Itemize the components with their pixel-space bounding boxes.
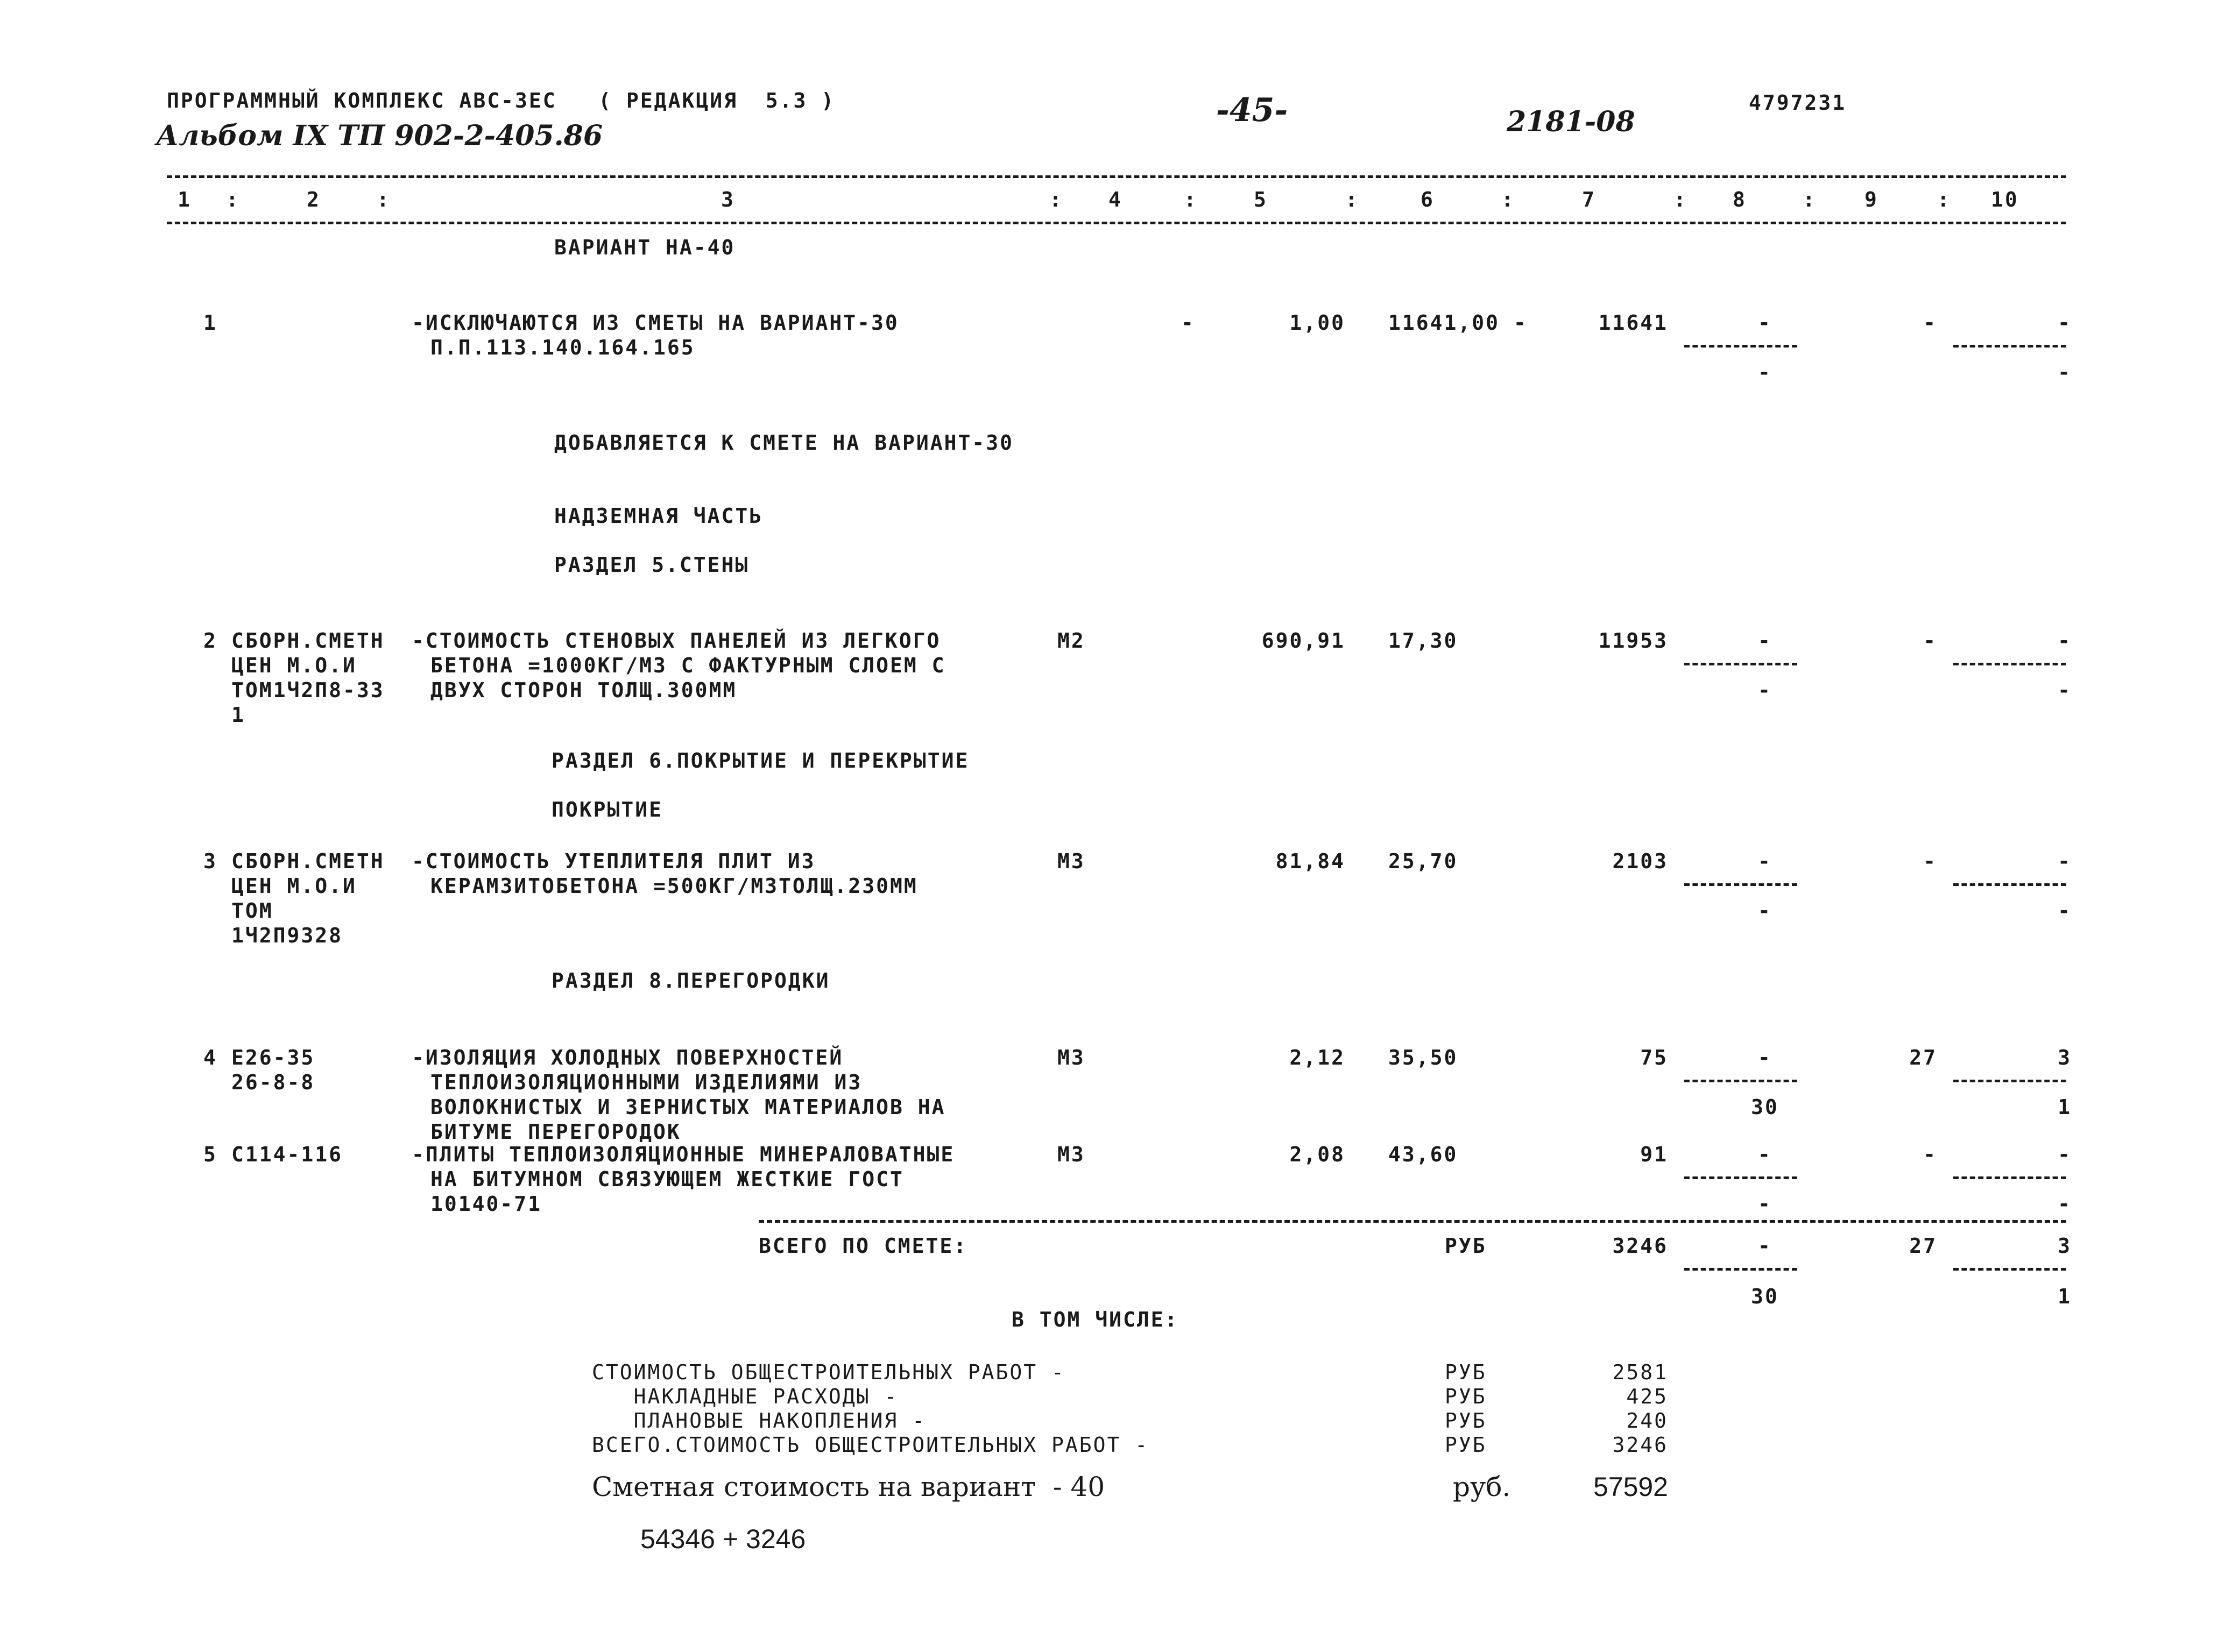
column-separator: :: [226, 188, 240, 211]
row-total: 75: [1640, 1046, 1668, 1069]
row-code-line: СБОРН.СМЕТН: [231, 629, 385, 653]
row-description-line: ВОЛОКНИСТЫХ И ЗЕРНИСТЫХ МАТЕРИАЛОВ НА: [430, 1095, 946, 1119]
row-quantity: 1,00: [1289, 311, 1345, 335]
row-description-line: ДВУХ СТОРОН ТОЛЩ.300ММ: [430, 678, 737, 702]
row-description-line: -ИЗОЛЯЦИЯ ХОЛОДНЫХ ПОВЕРХНОСТЕЙ: [412, 1046, 844, 1069]
including-line-value: 425: [1626, 1385, 1668, 1408]
header-rule-bottom: [167, 222, 2066, 224]
column-number: 4: [1108, 188, 1122, 211]
row-code-line: Е26-35: [231, 1046, 315, 1069]
column-number: 3: [721, 188, 735, 211]
including-label: В ТОМ ЧИСЛЕ:: [1012, 1308, 1179, 1331]
row-col8-top: -: [1758, 1046, 1772, 1069]
column-separator: :: [1501, 188, 1515, 211]
row-col10-top: -: [2058, 849, 2072, 873]
row-code-line: СБОРН.СМЕТН: [231, 849, 385, 873]
row-number: 5: [203, 1143, 217, 1166]
including-line-value: 3246: [1612, 1433, 1668, 1457]
totals-col10-rule: [1953, 1268, 2066, 1271]
column-separator: :: [1345, 188, 1359, 211]
row-description-line: -СТОИМОСТЬ СТЕНОВЫХ ПАНЕЛЕЙ ИЗ ЛЕГКОГО: [412, 629, 941, 653]
column-separator: :: [1184, 188, 1198, 211]
totals-sum: 3246: [1612, 1234, 1668, 1258]
row-code-line: ТОМ1Ч2П8-33: [231, 678, 385, 702]
row-code-line: ЦЕН М.О.И: [231, 654, 357, 677]
row-description-line: -ИСКЛЮЧАЮТСЯ ИЗ СМЕТЫ НА ВАРИАНТ-30: [412, 311, 899, 335]
row-col8-bottom: -: [1758, 678, 1772, 702]
row-col9: -: [1923, 629, 1937, 653]
including-line-value: 2581: [1612, 1360, 1668, 1384]
row-number: 4: [203, 1046, 217, 1069]
row-col10-bottom: 1: [2058, 1095, 2072, 1119]
column-number: 8: [1733, 188, 1747, 211]
totals-col9: 27: [1909, 1234, 1937, 1258]
row-col10-rule: [1953, 345, 2066, 348]
row-col8-bottom: -: [1758, 360, 1772, 384]
totals-col8-top: -: [1758, 1234, 1772, 1258]
row-col8-rule: [1684, 663, 1797, 665]
row-col10-top: -: [2058, 629, 2072, 653]
section-roof-floor: РАЗДЕЛ 6.ПОКРЫТИЕ И ПЕРЕКРЫТИЕ: [552, 749, 970, 772]
row-col10-rule: [1953, 1176, 2066, 1179]
column-number: 1: [178, 188, 192, 211]
row-quantity: 690,91: [1261, 629, 1345, 653]
row-col10-bottom: -: [2058, 360, 2072, 384]
row-total: 91: [1640, 1143, 1668, 1166]
row-code-line: С114-116: [231, 1143, 343, 1166]
including-line-label: СТОИМОСТЬ ОБЩЕСТРОИТЕЛЬНЫХ РАБОТ -: [592, 1360, 1065, 1384]
row-col10-rule: [1953, 663, 2066, 665]
row-unit-price: 35,50: [1388, 1046, 1458, 1069]
including-line-label: НАКЛАДНЫЕ РАСХОДЫ -: [592, 1385, 899, 1408]
album-reference: Альбом IX ТП 902-2-405.86: [156, 119, 603, 152]
including-line-unit: РУБ: [1445, 1409, 1487, 1433]
row-col8-rule: [1684, 883, 1797, 886]
row-description-line: БИТУМЕ ПЕРЕГОРОДОК: [430, 1120, 681, 1144]
row-description-line: П.П.113.140.164.165: [430, 336, 695, 359]
row-col8-rule: [1684, 1176, 1797, 1179]
row-number: 2: [203, 629, 217, 653]
row-col10-top: 3: [2058, 1046, 2072, 1069]
row-unit: М3: [1057, 1143, 1085, 1166]
column-separator: :: [1049, 188, 1063, 211]
row-col10-top: -: [2058, 311, 2072, 335]
section-walls: РАЗДЕЛ 5.СТЕНЫ: [554, 553, 750, 577]
header-rule-top: [167, 175, 2066, 178]
row-description-line: ТЕПЛОИЗОЛЯЦИОННЫМИ ИЗДЕЛИЯМИ ИЗ: [430, 1070, 863, 1094]
including-line-unit: РУБ: [1445, 1433, 1487, 1457]
row-code-line: ТОМ: [231, 899, 273, 923]
column-separator: :: [1673, 188, 1687, 211]
column-number: 6: [1421, 188, 1435, 211]
including-line-value: 240: [1626, 1409, 1668, 1433]
row-col8-top: -: [1758, 629, 1772, 653]
row-col8-rule: [1684, 1080, 1797, 1082]
summary-unit: руб.: [1453, 1471, 1511, 1502]
order-number: 4797231: [1749, 91, 1847, 115]
row-col8-rule: [1684, 345, 1797, 348]
totals-label: ВСЕГО ПО СМЕТЕ:: [759, 1234, 968, 1258]
row-col8-bottom: 30: [1751, 1095, 1779, 1119]
row-description-line: 10140-71: [430, 1192, 542, 1216]
row-number: 3: [203, 849, 217, 873]
row-col8-top: -: [1758, 1143, 1772, 1166]
document-code: 2181-08: [1507, 105, 1635, 138]
row-quantity: 81,84: [1275, 849, 1345, 873]
row-unit: М3: [1057, 1046, 1085, 1069]
column-number: 2: [307, 188, 321, 211]
including-line-label: ПЛАНОВЫЕ НАКОПЛЕНИЯ -: [592, 1409, 927, 1433]
row-col10-bottom: -: [2058, 678, 2072, 702]
row-description-line: НА БИТУМНОМ СВЯЗУЮЩЕМ ЖЕСТКИЕ ГОСТ: [430, 1167, 904, 1191]
section-partitions: РАЗДЕЛ 8.ПЕРЕГОРОДКИ: [552, 969, 830, 992]
row-unit: М3: [1057, 849, 1085, 873]
row-description-line: БЕТОНА =1000КГ/М3 С ФАКТУРНЫМ СЛОЕМ С: [430, 654, 946, 677]
section-added: ДОБАВЛЯЕТСЯ К СМЕТЕ НА ВАРИАНТ-30: [554, 431, 1014, 455]
row-col10-top: -: [2058, 1143, 2072, 1166]
totals-col10-top: 3: [2058, 1234, 2072, 1258]
row-total: 11641: [1598, 311, 1668, 335]
column-separator: :: [377, 188, 391, 211]
summary-label: Сметная стоимость на вариант - 40: [592, 1471, 1105, 1502]
row-col8-bottom: -: [1758, 899, 1772, 923]
program-title: ПРОГРАММНЫЙ КОМПЛЕКС АВС-ЗЕС ( РЕДАКЦИЯ 5.3 ): [167, 89, 836, 112]
row-total: 11953: [1598, 629, 1668, 653]
row-unit: М2: [1057, 629, 1085, 653]
totals-col8-bottom: 30: [1751, 1285, 1779, 1308]
column-number: 5: [1254, 188, 1268, 211]
row-col8-top: -: [1758, 311, 1772, 335]
summary-value: 57592: [1593, 1472, 1668, 1502]
column-number: 7: [1582, 188, 1596, 211]
row-unit-price: 25,70: [1388, 849, 1458, 873]
row-col9: -: [1923, 1143, 1937, 1166]
row-unit-price: 17,30: [1388, 629, 1458, 653]
row-code-line: ЦЕН М.О.И: [231, 874, 357, 898]
column-number: 10: [1991, 188, 2019, 211]
page-number: -45-: [1216, 91, 1288, 129]
including-line-unit: РУБ: [1445, 1385, 1487, 1408]
row-col10-bottom: -: [2058, 1192, 2072, 1216]
row-total: 2103: [1612, 849, 1668, 873]
row-number: 1: [203, 311, 217, 335]
row-col9: 27: [1909, 1046, 1937, 1069]
including-line-label: ВСЕГО.СТОИМОСТЬ ОБЩЕСТРОИТЕЛЬНЫХ РАБОТ -: [592, 1433, 1149, 1457]
row-col9: -: [1923, 311, 1937, 335]
row-code-line: 1: [231, 703, 245, 727]
row-mark: -: [1181, 311, 1195, 335]
totals-col10-bottom: 1: [2058, 1285, 2072, 1308]
totals-rule: [759, 1220, 2066, 1223]
section-roof: ПОКРЫТИЕ: [552, 798, 663, 821]
totals-unit: РУБ: [1445, 1234, 1487, 1258]
column-number: 9: [1864, 188, 1878, 211]
column-separator: :: [1803, 188, 1817, 211]
row-code-line: 1Ч2П9328: [231, 924, 343, 947]
row-col10-rule: [1953, 883, 2066, 886]
row-col10-rule: [1953, 1080, 2066, 1082]
row-quantity: 2,08: [1289, 1143, 1345, 1166]
summary-formula: 54346 + 3246: [640, 1524, 806, 1554]
section-above-ground: НАДЗЕМНАЯ ЧАСТЬ: [554, 504, 764, 528]
column-separator: :: [1937, 188, 1951, 211]
section-variant: ВАРИАНТ НА-40: [554, 236, 736, 259]
totals-col8-rule: [1684, 1268, 1797, 1271]
row-unit-price: 43,60: [1388, 1143, 1458, 1166]
row-quantity: 2,12: [1289, 1046, 1345, 1069]
row-col8-bottom: -: [1758, 1192, 1772, 1216]
row-description-line: КЕРАМЗИТОБЕТОНА =500КГ/М3ТОЛЩ.230ММ: [430, 874, 918, 898]
row-code-line: 26-8-8: [231, 1070, 315, 1094]
row-col9: -: [1923, 849, 1937, 873]
row-col8-top: -: [1758, 849, 1772, 873]
row-description-line: -ПЛИТЫ ТЕПЛОИЗОЛЯЦИОННЫЕ МИНЕРАЛОВАТНЫЕ: [412, 1143, 955, 1166]
including-line-unit: РУБ: [1445, 1360, 1487, 1384]
row-unit-price: 11641,00 -: [1388, 311, 1528, 335]
row-col10-bottom: -: [2058, 899, 2072, 923]
row-description-line: -СТОИМОСТЬ УТЕПЛИТЕЛЯ ПЛИТ ИЗ: [412, 849, 816, 873]
